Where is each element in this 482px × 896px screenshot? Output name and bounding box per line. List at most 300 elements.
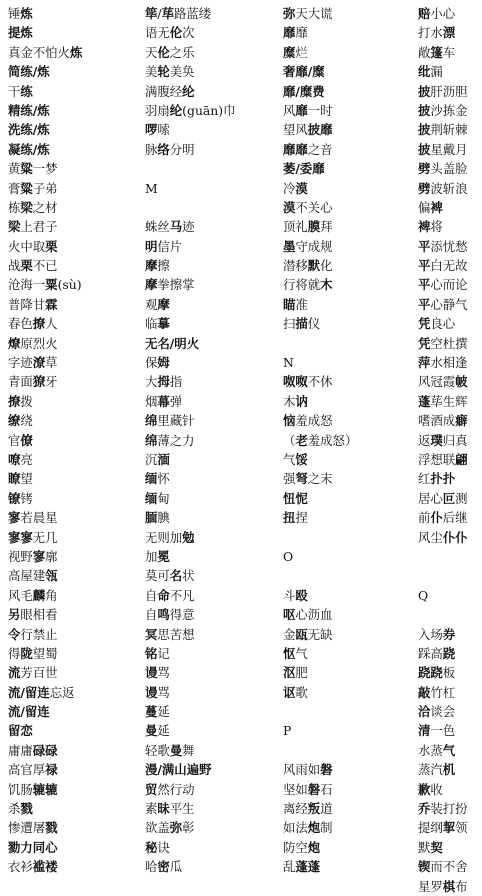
- word-entry: [418, 237, 468, 256]
- entry-text: 春色: [8, 316, 33, 332]
- highlighted-character: 炼: [20, 25, 33, 41]
- word-entry: [418, 663, 468, 682]
- highlighted-character: 撩: [32, 316, 46, 332]
- entry-text: 平生: [169, 801, 195, 817]
- highlighted-character: 默: [307, 258, 321, 274]
- word-entry: [8, 528, 82, 547]
- highlighted-character: 凭: [418, 335, 431, 351]
- entry-text: 天大谎: [295, 6, 333, 21]
- highlighted-character: 赔: [418, 6, 431, 21]
- entry-text: 脉: [145, 141, 158, 157]
- entry-text: 金: [283, 626, 296, 642]
- highlighted-character: 谩: [145, 665, 158, 681]
- word-entry: [418, 120, 468, 139]
- word-entry: [418, 489, 468, 508]
- entry-text: 风尘: [418, 529, 443, 545]
- entry-text: 望: [20, 471, 33, 487]
- entry-text: 欲盖: [145, 820, 170, 836]
- word-entry: [283, 469, 357, 488]
- entry-text: 风雨如: [283, 762, 321, 778]
- word-entry: [418, 702, 468, 721]
- blank-line: [283, 741, 357, 760]
- word-entry: [8, 372, 82, 391]
- entry-text: 记: [157, 645, 170, 661]
- entry-text: 上君子: [20, 219, 58, 235]
- highlighted-character: 裨: [430, 199, 443, 215]
- word-entry: [418, 256, 468, 275]
- entry-text: 舞: [182, 742, 195, 758]
- highlighted-character: 流: [8, 665, 21, 681]
- word-entry: [8, 489, 82, 508]
- highlighted-character: 平: [418, 238, 431, 254]
- word-entry: [283, 179, 357, 198]
- entry-text: 素: [145, 801, 158, 817]
- word-entry: [8, 644, 82, 663]
- entry-text: 忘返: [49, 684, 75, 700]
- highlighted-character: 栗: [45, 238, 58, 254]
- highlighted-character: 绵: [145, 432, 158, 448]
- highlighted-character: 秘: [145, 839, 158, 855]
- word-column-4: [418, 4, 468, 896]
- highlighted-character: 篷: [430, 44, 443, 60]
- highlighted-character: 粟: [45, 277, 58, 293]
- entry-text: 加: [145, 548, 158, 564]
- word-entry: [283, 256, 357, 275]
- entry-text: 返: [418, 432, 431, 448]
- entry-text: 人: [45, 316, 58, 332]
- entry-text: 白无故: [430, 258, 468, 274]
- entry-text: 提纲: [418, 820, 443, 836]
- entry-text: 衣衫: [8, 859, 33, 875]
- highlighted-character: 梁: [20, 199, 33, 215]
- word-entry: [283, 838, 357, 857]
- word-entry: [145, 721, 236, 740]
- word-entry: [283, 508, 357, 527]
- highlighted-character: 寥: [32, 548, 46, 564]
- highlighted-character: 缅: [145, 490, 158, 506]
- word-entry: [145, 566, 236, 585]
- entry-text: 装打扮: [430, 801, 468, 817]
- entry-text: 临: [145, 316, 158, 332]
- word-entry: [283, 4, 357, 23]
- highlighted-character: 炼: [20, 6, 33, 21]
- blank-line: [283, 702, 357, 721]
- entry-text: 打水: [418, 25, 443, 41]
- word-column-1: [8, 4, 82, 877]
- word-entry: [145, 625, 236, 644]
- entry-text: 入场: [418, 626, 443, 642]
- word-entry: [418, 101, 468, 120]
- highlighted-character: 戮: [45, 820, 58, 836]
- word-entry: [8, 838, 82, 857]
- highlighted-character: 棋: [442, 878, 456, 894]
- highlighted-character: 姆: [157, 355, 170, 371]
- entry-text: 高官厚: [8, 762, 46, 778]
- blank-line: [418, 547, 468, 566]
- highlighted-character: 无名/明火: [145, 335, 200, 351]
- word-entry: [283, 43, 357, 62]
- word-entry: [418, 62, 468, 81]
- entry-text: 里藏针: [157, 413, 195, 429]
- word-entry: [145, 43, 236, 62]
- highlighted-character: 纶: [182, 83, 195, 99]
- word-entry: [283, 411, 357, 430]
- word-entry: [418, 392, 468, 411]
- word-entry: [8, 23, 82, 42]
- word-entry: [145, 295, 236, 314]
- word-entry: [418, 334, 468, 353]
- entry-text: 潜移: [283, 258, 308, 274]
- entry-text: 羞成怒: [295, 413, 333, 429]
- word-entry: [283, 140, 357, 159]
- word-entry: [418, 198, 468, 217]
- highlighted-character: 蓬: [418, 393, 431, 409]
- word-entry: [8, 4, 82, 23]
- entry-text: 廓: [45, 548, 58, 564]
- highlighted-character: 弥: [283, 6, 296, 21]
- entry-text: 拨: [20, 393, 33, 409]
- entry-text: 美: [145, 64, 158, 80]
- highlighted-character: 摩: [157, 296, 170, 312]
- entry-text: 守成规: [295, 238, 333, 254]
- word-entry: [145, 101, 236, 120]
- entry-text: 乱: [283, 859, 296, 875]
- highlighted-character: 呶呶: [283, 374, 308, 390]
- entry-text: 风毛: [8, 587, 33, 603]
- highlighted-character: 扑扑: [430, 471, 456, 487]
- highlighted-character: 粱: [20, 180, 33, 196]
- word-entry: [145, 217, 236, 236]
- word-entry: [283, 62, 357, 81]
- entry-text: 腆: [157, 510, 170, 526]
- highlighted-character: 叛: [307, 801, 321, 817]
- highlighted-character: 曼: [169, 742, 183, 758]
- highlighted-character: 摩: [145, 277, 158, 293]
- word-entry: [283, 392, 357, 411]
- highlighted-character: 裨: [418, 219, 431, 235]
- highlighted-character: 挈: [442, 820, 456, 836]
- entry-text: 普降甘: [8, 296, 46, 312]
- word-entry: [145, 256, 236, 275]
- entry-text: 心静气: [430, 296, 468, 312]
- entry-text: 青面: [8, 374, 33, 390]
- highlighted-character: 寥寥: [8, 529, 33, 545]
- highlighted-character: 冥: [145, 626, 158, 642]
- word-entry: [145, 489, 236, 508]
- entry-text: 星戴月: [430, 141, 468, 157]
- word-entry: [145, 469, 236, 488]
- word-entry: [8, 314, 82, 333]
- word-entry: [8, 605, 82, 624]
- entry-text: 弹: [169, 393, 183, 409]
- entry-text: 居心: [418, 490, 443, 506]
- word-entry: [283, 275, 357, 294]
- highlighted-character: 缅: [145, 471, 158, 487]
- word-entry: [145, 586, 236, 605]
- entry-text: 无缺: [307, 626, 333, 642]
- highlighted-character: 精: [8, 102, 21, 118]
- entry-text: /: [157, 6, 162, 21]
- highlighted-character: 披: [418, 102, 431, 118]
- highlighted-character: 伦: [157, 44, 170, 60]
- entry-text: 风冠霞: [418, 374, 456, 390]
- highlighted-character: 契: [430, 839, 443, 855]
- section-letter: [283, 547, 357, 566]
- entry-text: 荆斩棘: [430, 122, 468, 138]
- entry-text: 角: [45, 587, 58, 603]
- entry-text: 离经: [283, 801, 308, 817]
- entry-text: 道: [320, 801, 333, 817]
- word-entry: [145, 857, 236, 876]
- word-entry: [8, 101, 82, 120]
- highlighted-character: 劈: [418, 161, 431, 177]
- word-entry: [418, 159, 468, 178]
- word-column-2: [145, 4, 236, 877]
- word-entry: [145, 140, 236, 159]
- highlighted-character: 络: [157, 141, 170, 157]
- entry-text: 状: [182, 568, 195, 584]
- entry-text: 绕: [20, 413, 33, 429]
- entry-text: 测: [455, 490, 468, 506]
- entry-text: 干: [8, 83, 21, 99]
- word-entry: [418, 295, 468, 314]
- word-entry: [418, 314, 468, 333]
- word-entry: [8, 663, 82, 682]
- word-entry: [418, 625, 468, 644]
- entry-text: 栋: [8, 199, 21, 215]
- highlighted-character: 曼: [145, 723, 158, 739]
- highlighted-character: 漠: [283, 199, 296, 215]
- highlighted-character: 气: [442, 742, 456, 758]
- entry-text: 拜: [320, 219, 333, 235]
- entry-text: （: [283, 432, 296, 448]
- blank-line: [283, 566, 357, 585]
- entry-text: 观: [145, 296, 158, 312]
- word-entry: [8, 818, 82, 837]
- highlighted-character: 腼: [145, 510, 158, 526]
- entry-text: 心沥血: [295, 607, 333, 623]
- word-entry: [418, 23, 468, 42]
- blank-line: [418, 566, 468, 585]
- entry-text: 彰: [182, 820, 195, 836]
- word-entry: [145, 372, 236, 391]
- word-entry: [283, 120, 357, 139]
- entry-text: 黄: [8, 161, 21, 177]
- highlighted-character: 萎/委靡: [283, 161, 325, 177]
- highlighted-character: 歉: [418, 781, 431, 797]
- word-entry: [418, 799, 468, 818]
- highlighted-character: 名: [169, 568, 183, 584]
- entry-text: 视野: [8, 548, 33, 564]
- word-entry: [283, 198, 357, 217]
- highlighted-character: 描: [295, 316, 308, 332]
- word-entry: [418, 877, 468, 896]
- entry-text: 得: [8, 645, 21, 661]
- highlighted-character: 跷: [442, 645, 456, 661]
- highlighted-character: 绵: [145, 413, 158, 429]
- entry-text: 诀: [157, 839, 170, 855]
- highlighted-character: 弥: [169, 820, 183, 836]
- entry-text: 准: [295, 296, 308, 312]
- word-entry: [418, 43, 468, 62]
- blank-line: [145, 159, 236, 178]
- entry-text: 延: [157, 704, 170, 720]
- highlighted-character: 披: [418, 122, 431, 138]
- entry-text: 敞: [418, 44, 431, 60]
- entry-text: 烟: [145, 393, 158, 409]
- word-entry: [8, 217, 82, 236]
- word-entry: [283, 431, 357, 450]
- entry-text: 瓜: [169, 859, 183, 875]
- entry-text: 板: [442, 665, 456, 681]
- highlighted-character: 幕: [157, 393, 170, 409]
- highlighted-character: 漫/满山遍野: [145, 762, 212, 778]
- word-entry: [8, 857, 82, 876]
- entry-text: 然行动: [157, 781, 195, 797]
- highlighted-character: 凝: [8, 141, 21, 157]
- highlighted-character: 券: [442, 626, 456, 642]
- word-entry: [418, 450, 468, 469]
- entry-text: 子弟: [32, 180, 58, 196]
- highlighted-character: 练: [20, 83, 33, 99]
- entry-text: 望蜀: [32, 645, 58, 661]
- word-entry: [418, 275, 468, 294]
- entry-text: 制: [320, 820, 333, 836]
- highlighted-character: 简: [8, 64, 21, 80]
- highlighted-character: 靡靡: [283, 141, 308, 157]
- entry-text: 不关心: [295, 199, 333, 215]
- highlighted-character: 伦: [169, 25, 183, 41]
- word-entry: [145, 799, 236, 818]
- entry-text: 骂: [157, 684, 170, 700]
- entry-text: 坚如: [283, 781, 308, 797]
- word-entry: [8, 586, 82, 605]
- section-letter: [418, 586, 468, 605]
- word-entry: [418, 411, 468, 430]
- entry-text: 嗜酒成: [418, 413, 456, 429]
- entry-text: 沧海一: [8, 277, 46, 293]
- highlighted-character: 梁: [8, 219, 21, 235]
- entry-text: 大: [145, 374, 158, 390]
- entry-text: 沙拣金: [430, 102, 468, 118]
- word-entry: [145, 431, 236, 450]
- entry-text: 语无: [145, 25, 170, 41]
- highlighted-character: 马: [169, 219, 183, 235]
- highlighted-character: 凭: [418, 316, 431, 332]
- entry-text: 车: [442, 44, 456, 60]
- entry-text: 一梦: [32, 161, 58, 177]
- highlighted-character: 乔: [418, 801, 431, 817]
- entry-text: 烂: [295, 44, 308, 60]
- highlighted-character: 糜: [283, 44, 296, 60]
- word-entry: [145, 838, 236, 857]
- entry-text: O: [283, 548, 294, 564]
- entry-text: 靡: [295, 25, 308, 41]
- word-entry: [145, 644, 236, 663]
- entry-text: 默: [418, 839, 431, 855]
- word-entry: [283, 217, 357, 236]
- entry-text: 斗: [283, 587, 296, 603]
- highlighted-character: 披: [418, 141, 431, 157]
- entry-text: 冷: [283, 180, 296, 196]
- highlighted-character: 平: [418, 258, 431, 274]
- entry-text: 美奂: [169, 64, 195, 80]
- word-entry: [418, 469, 468, 488]
- highlighted-character: 另: [8, 607, 21, 623]
- highlighted-character: 栗: [20, 258, 33, 274]
- word-entry: [145, 334, 236, 353]
- word-entry: [8, 566, 82, 585]
- highlighted-character: 癖: [455, 413, 468, 429]
- highlighted-character: 沤: [283, 665, 296, 681]
- entry-text: 良心: [430, 316, 456, 332]
- highlighted-character: 靡/糜费: [283, 83, 325, 99]
- entry-text: 芳百世: [20, 665, 58, 681]
- entry-text: 轻歌: [145, 742, 170, 758]
- highlighted-character: 陇: [20, 645, 33, 661]
- entry-text: 之材: [32, 199, 58, 215]
- entry-text: 信片: [157, 238, 183, 254]
- highlighted-character: 纶: [169, 102, 183, 118]
- highlighted-character: 老: [295, 432, 308, 448]
- word-entry: [283, 625, 357, 644]
- entry-text: (sù): [57, 277, 82, 293]
- word-entry: [8, 508, 82, 527]
- entry-text: 水相逢: [430, 355, 468, 371]
- highlighted-character: 仆仆: [442, 529, 468, 545]
- highlighted-character: 寥: [8, 510, 21, 526]
- entry-text: 收: [430, 781, 443, 797]
- entry-text: 捏: [295, 510, 308, 526]
- entry-text: 战: [8, 258, 21, 274]
- entry-text: 谈会: [430, 704, 456, 720]
- entry-text: 气: [283, 451, 296, 467]
- word-entry: [8, 547, 82, 566]
- word-entry: [418, 818, 468, 837]
- entry-text: 望风: [283, 122, 308, 138]
- entry-text: 头盖脸: [430, 161, 468, 177]
- entry-text: 添忧愁: [430, 238, 468, 254]
- highlighted-character: 轮: [157, 64, 170, 80]
- word-entry: [418, 372, 468, 391]
- word-entry: [8, 82, 82, 101]
- highlighted-character: 劈: [418, 180, 431, 196]
- word-entry: [145, 450, 236, 469]
- entry-text: 沉: [145, 451, 158, 467]
- entry-text: 高屋建: [8, 568, 46, 584]
- entry-text: 无几: [32, 529, 58, 545]
- highlighted-character: 殴: [295, 587, 308, 603]
- highlighted-character: 贸: [145, 781, 158, 797]
- highlighted-character: 勉: [182, 529, 195, 545]
- entry-text: 扫: [283, 316, 296, 332]
- entry-text: 领: [455, 820, 468, 836]
- entry-text: 杀: [8, 801, 21, 817]
- word-entry: [418, 528, 468, 547]
- word-entry: [418, 721, 468, 740]
- entry-text: 指: [169, 374, 183, 390]
- highlighted-character: 奢靡/糜: [283, 64, 325, 80]
- highlighted-character: 忸怩: [283, 490, 308, 506]
- word-entry: [145, 62, 236, 81]
- highlighted-character: 呕: [283, 607, 296, 623]
- highlighted-character: 瓴: [45, 568, 58, 584]
- entry-text: 行将就: [283, 277, 321, 293]
- word-entry: [8, 159, 82, 178]
- highlighted-character: 僚: [20, 432, 33, 448]
- highlighted-character: 靡: [283, 25, 296, 41]
- word-entry: [8, 780, 82, 799]
